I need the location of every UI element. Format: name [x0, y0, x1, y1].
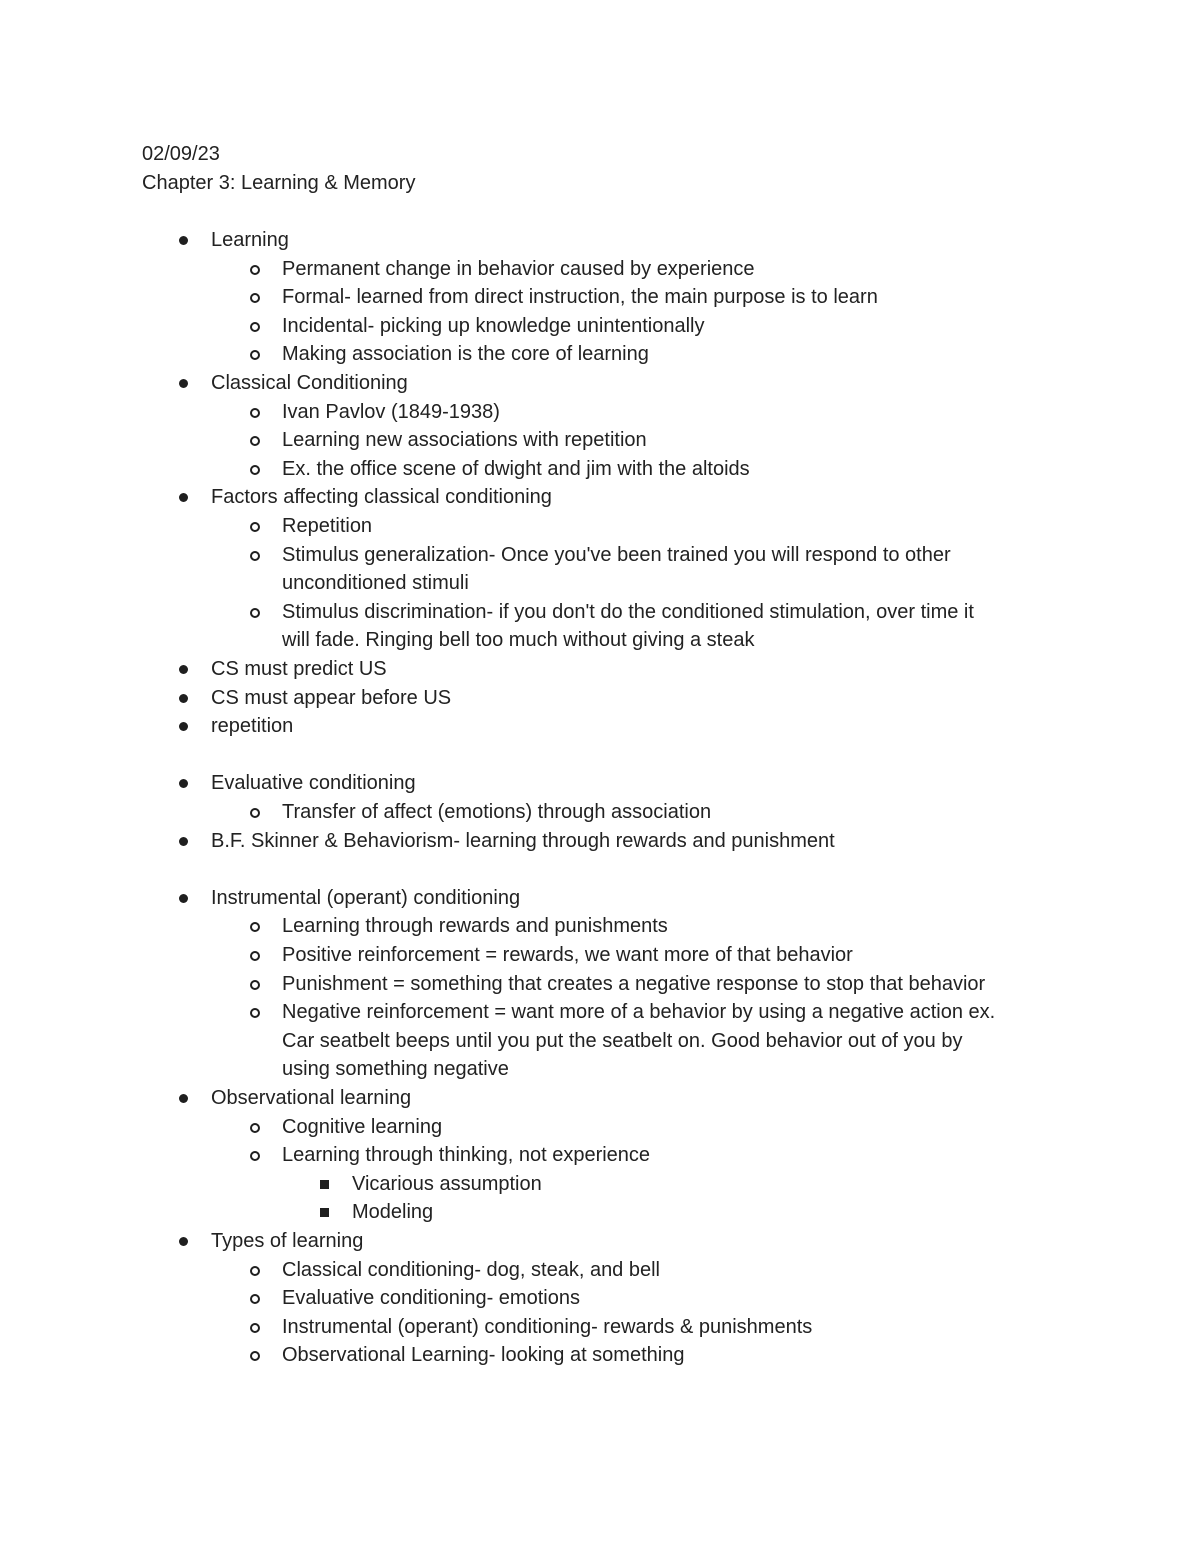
bullet-circle-icon: [250, 465, 260, 475]
bullet-dot-icon: [179, 779, 188, 788]
bullet-circle-icon: [250, 808, 260, 818]
bullet-circle-icon: [250, 1008, 260, 1018]
bullet-circle-icon: [250, 322, 260, 332]
bullet-dot-icon: [179, 694, 188, 703]
bullet-dot-icon: [179, 493, 188, 502]
list-item-level-2: Transfer of affect (emotions) through association: [282, 801, 712, 823]
bullet-circle-icon: [250, 293, 260, 303]
list-item-level-1: Factors affecting classical conditioning: [211, 486, 552, 509]
list-item-continuation: Car seatbelt beeps until you put the seatbelt on. Good behavior out of you by: [282, 1029, 963, 1052]
bullet-dot-icon: [179, 665, 188, 674]
bullet-dot-icon: [179, 837, 188, 846]
bullet-square-icon: [320, 1180, 329, 1189]
list-item-level-2: Instrumental (operant) conditioning- rewards & punishments: [282, 1315, 813, 1338]
list-item-level-2: Repetition: [282, 515, 373, 537]
list-item-level-2: Observational Learning- looking at something: [282, 1344, 685, 1367]
bullet-dot-icon: [179, 1237, 188, 1246]
bullet-circle-icon: [250, 350, 260, 360]
list-item-level-2: Making association is the core of learning: [282, 343, 649, 366]
list-item-level-1: CS must predict US: [211, 658, 387, 680]
bullet-circle-icon: [250, 265, 260, 275]
list-item-continuation: will fade. Ringing bell too much without giving a steak: [282, 629, 755, 652]
bullet-square-icon: [320, 1208, 329, 1217]
bullet-dot-icon: [179, 722, 188, 731]
list-item-level-2: Ivan Pavlov (1849-1938): [282, 400, 500, 423]
list-item-level-2: Cognitive learning: [282, 1115, 443, 1138]
list-item-level-2: Learning new associations with repetition: [282, 429, 647, 452]
list-item-level-2: Learning through rewards and punishments: [282, 915, 668, 938]
document-date: 02/09/23: [142, 143, 220, 165]
list-item-continuation: using something negative: [282, 1058, 509, 1081]
list-item-level-2: Formal- learned from direct instruction, the main purpose is to learn: [282, 286, 878, 309]
bullet-circle-icon: [250, 1123, 260, 1133]
bullet-circle-icon: [250, 980, 260, 990]
bullet-dot-icon: [179, 236, 188, 245]
bullet-dot-icon: [179, 1094, 188, 1103]
bullet-dot-icon: [179, 894, 188, 903]
list-item-level-2: Stimulus generalization- Once you've been trained you will respond to other: [282, 543, 951, 566]
bullet-circle-icon: [250, 922, 260, 932]
list-item-level-2: Negative reinforcement = want more of a behavior by using a negative action ex.: [282, 1001, 996, 1024]
list-item-level-1: Learning: [211, 229, 289, 251]
list-item-level-2: Punishment = something that creates a negative response to stop that behavior: [282, 972, 986, 995]
bullet-circle-icon: [250, 1323, 260, 1333]
bullet-circle-icon: [250, 408, 260, 418]
list-item-level-2: Evaluative conditioning- emotions: [282, 1287, 580, 1310]
list-item-level-3: Modeling: [352, 1201, 434, 1224]
list-item-level-1: Types of learning: [211, 1230, 364, 1252]
list-item-level-1: B.F. Skinner & Behaviorism- learning through rewards and punishment: [211, 829, 835, 852]
bullet-circle-icon: [250, 551, 260, 561]
list-item-level-2: Permanent change in behavior caused by experience: [282, 257, 755, 280]
bullet-circle-icon: [250, 522, 260, 532]
list-item-level-3: Vicarious assumption: [352, 1172, 542, 1195]
list-item-level-1: Evaluative conditioning: [211, 772, 416, 795]
list-item-level-1: CS must appear before US: [211, 686, 452, 709]
list-item-level-2: Positive reinforcement = rewards, we want more of that behavior: [282, 944, 853, 966]
list-item-level-2: Learning through thinking, not experience: [282, 1144, 651, 1167]
list-item-level-2: Classical conditioning- dog, steak, and bell: [282, 1258, 660, 1281]
list-item-level-1: Instrumental (operant) conditioning: [211, 886, 521, 909]
list-item-level-1: Observational learning: [211, 1087, 412, 1109]
bullet-circle-icon: [250, 1351, 260, 1361]
list-item-level-2: Stimulus discrimination- if you don't do the conditioned stimulation, over time it: [282, 600, 974, 623]
bullet-circle-icon: [250, 1266, 260, 1276]
bullet-circle-icon: [250, 436, 260, 446]
list-item-level-2: Incidental- picking up knowledge unintentionally: [282, 314, 705, 337]
bullet-circle-icon: [250, 1294, 260, 1304]
list-item-continuation: unconditioned stimuli: [282, 572, 469, 595]
bullet-dot-icon: [179, 379, 188, 388]
list-item-level-1: Classical Conditioning: [211, 372, 408, 394]
document-title: Chapter 3: Learning & Memory: [142, 172, 416, 194]
bullet-circle-icon: [250, 1151, 260, 1161]
bullet-circle-icon: [250, 951, 260, 961]
bullet-circle-icon: [250, 608, 260, 618]
list-item-level-1: repetition: [211, 715, 294, 738]
list-item-level-2: Ex. the office scene of dwight and jim with the altoids: [282, 457, 750, 480]
